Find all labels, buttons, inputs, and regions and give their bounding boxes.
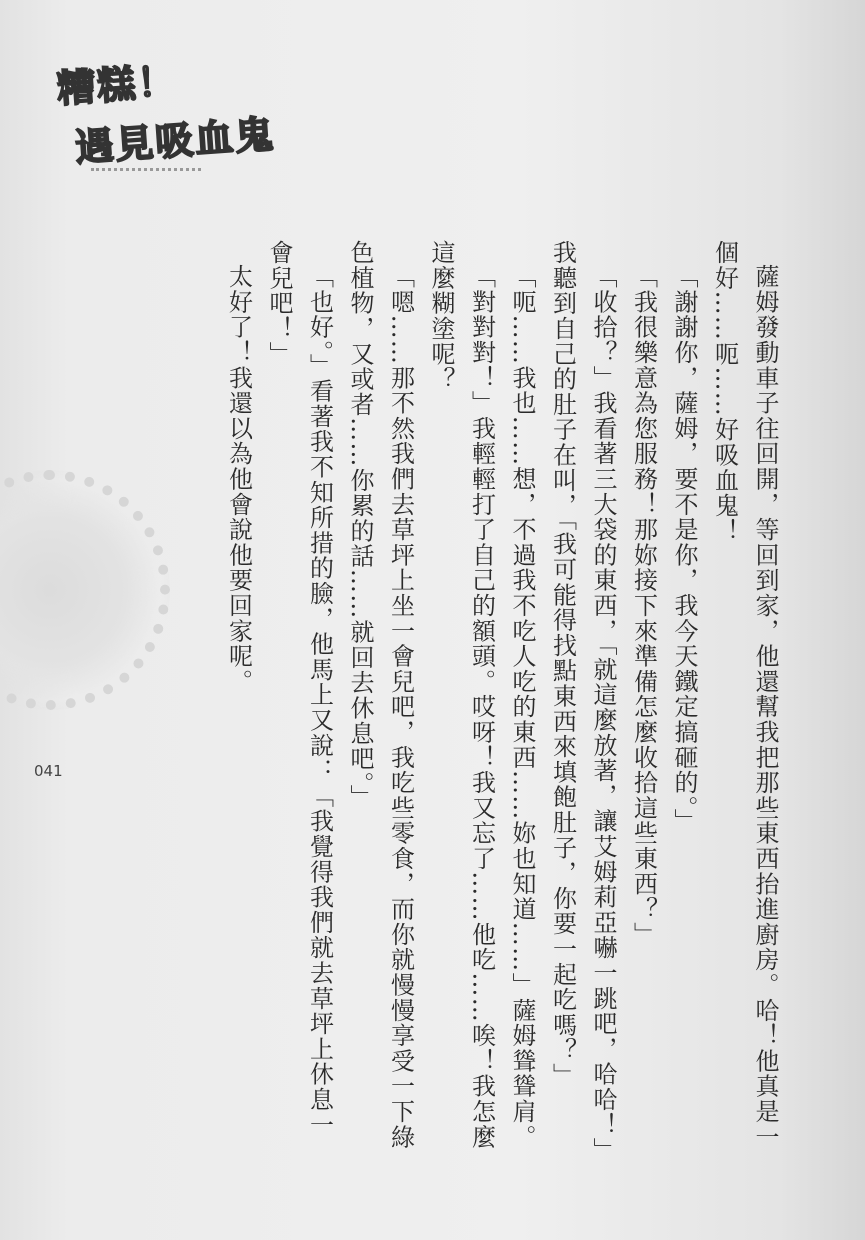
text-column: 「嗯……那不然我們去草坪上坐一會兒吧，我吃些零食，而你就慢慢享受一下綠 (386, 264, 415, 1150)
text-column: 會兒吧！」 (265, 240, 293, 367)
text-column: 這麼糊塗呢？ (427, 240, 455, 392)
lace-ornament (91, 152, 201, 171)
title-line-1: 糟糕！ (55, 57, 179, 112)
title-line-2: 遇見吸血鬼 (73, 111, 277, 170)
text-column: 「對對對！」我輕輕打了自己的額頭。哎呀！我又忘了……他吃……唉！我怎麼 (467, 264, 496, 1150)
page-number: 041 (34, 762, 63, 780)
text-column: 「收拾？」我看著三大袋的東西，「就這麼放著，讓艾姆莉亞嚇一跳吧，哈哈！」 (589, 264, 617, 1163)
text-column: 色植物，又或者……你累的話……就回去休息吧。」 (346, 240, 374, 810)
doily-decoration (0, 470, 170, 710)
book-title-logo (55, 40, 285, 170)
text-column: 個好……呃……好吸血鬼！ (710, 240, 739, 544)
text-column: 我聽到自己的肚子在叫，「我可能得找點東西來填飽肚子，你要一起吃嗎？」 (548, 240, 577, 1089)
text-column: 「呃……我也……想，不過我不吃人吃的東西……妳也知道……」薩姆聳聳肩。 (508, 264, 536, 1150)
text-column: 「我很樂意為您服務！那妳接下來準備怎麼收拾這些東西？」 (629, 264, 658, 948)
vertical-text-body (175, 240, 785, 1163)
text-column: 「也好。」看著我不知所措的臉，他馬上又說：「我覺得我們就去草坪上休息一 (305, 264, 334, 1138)
text-column: 薩姆發動車子往回開，等回到家，他還幫我把那些東西抬進廚房。哈！他真是一 (751, 264, 779, 1150)
text-column: 太好了！我還以為他會說他要回家呢。 (224, 264, 253, 695)
text-column: 「謝謝你，薩姆，要不是你，我今天鐵定搞砸的。」 (670, 264, 698, 834)
